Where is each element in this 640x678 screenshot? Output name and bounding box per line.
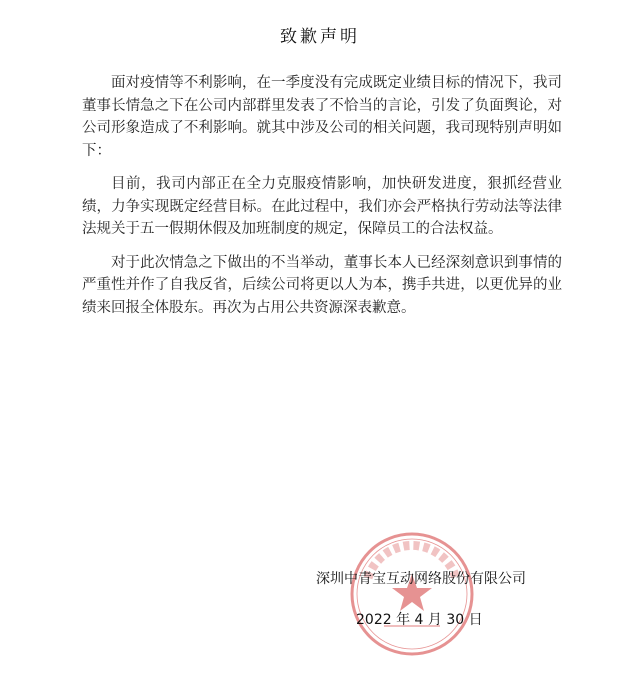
paragraph-1: 面对疫情等不利影响，在一季度没有完成既定业绩目标的情况下，我司董事长情急之下在公司内部群里发表了不恰当的言论，引发了负面舆论，对公司形象造成了不利影响。就其中涉及公司的相关问题，我司现特别声明如下：: [82, 75, 562, 159]
signature-company: 深圳中青宝互动网络股份有限公司: [316, 571, 526, 587]
paragraph-3: 对于此次情急之下做出的不当举动，董事长本人已经深刻意识到事情的严重性并作了自我反省，后续公司将更以人为本，携手共进，以更优异的业绩来回报全体股东。再次为占用公共资源深表歉意。: [82, 254, 562, 316]
company-seal-icon: [348, 530, 476, 658]
document-title: 致歉声明: [280, 27, 360, 47]
paragraph-2: 目前，我司内部正在全力克服疫情影响，加快研发进度，狠抓经营业绩，力争实现既定经营目标。在此过程中，我们亦会严格执行劳动法等法律法规关于五一假期休假及加班制度的规定，保障员工的合法权益。: [82, 176, 562, 237]
document-body: [82, 72, 562, 330]
signature-date: 2022 年 4 月 30 日: [356, 612, 483, 628]
